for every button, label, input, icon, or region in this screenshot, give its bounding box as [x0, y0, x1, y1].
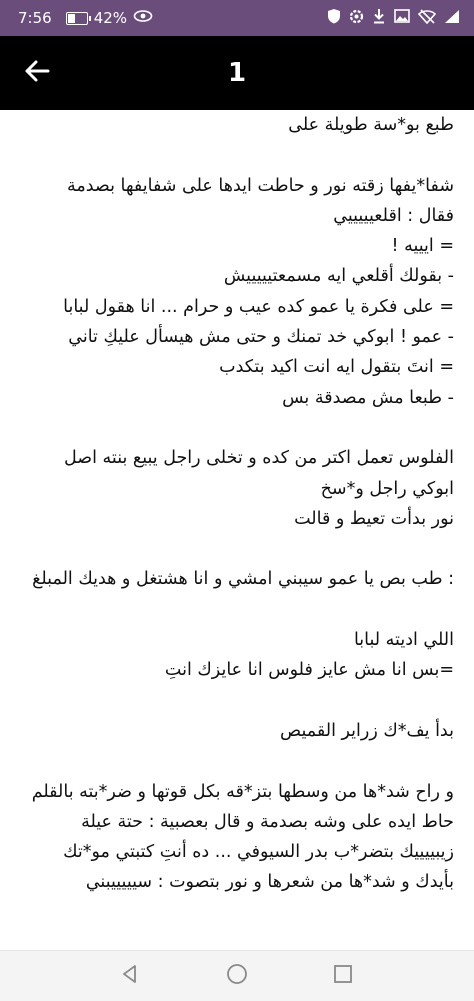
story-line: فقال : اقلعيييييي — [333, 205, 454, 226]
story-line: طبع بو*سة طويلة على — [288, 115, 454, 135]
image-icon — [394, 9, 410, 27]
settings-icon — [349, 9, 364, 28]
blank-line — [16, 686, 458, 716]
download-icon — [372, 8, 386, 28]
nav-recents-button[interactable] — [313, 951, 373, 1001]
story-line: اللي اديته لبابا — [353, 630, 454, 651]
wifi-off-icon — [418, 9, 436, 28]
eye-icon — [133, 9, 153, 27]
story-line: بدأ يف*ك زراير القميص — [280, 720, 454, 741]
recents-square-icon — [333, 964, 353, 988]
story-line: ابوكي راجل و*سخ — [320, 478, 454, 499]
home-circle-icon — [226, 963, 248, 989]
battery-fill — [68, 14, 75, 23]
story-line: = على فكرة يا عمو كده عيب و حرام ... انا هقول لبابا — [63, 296, 454, 317]
navigation-bar — [0, 950, 474, 1001]
battery-percent: 42% — [93, 9, 128, 27]
arrow-left-icon — [23, 57, 51, 89]
status-right — [327, 0, 460, 36]
signal-icon — [444, 9, 460, 28]
story-text[interactable] — [16, 110, 458, 960]
story-line: - عمو ! ابوكي خد تمنك و حتى مش هيسأل عليكِ تاني — [68, 327, 454, 348]
story-line: - طبعا مش مصدقة بس — [282, 387, 454, 408]
story-line: =بس انا مش عايز فلوس انا عايزك انتِ — [164, 660, 454, 681]
story-line: حاط ايده على وشه بصدمة و قال بعصبية : حتة عيلة — [81, 811, 454, 832]
back-triangle-icon — [120, 964, 140, 988]
blank-line — [16, 595, 458, 625]
story-line: نور بدأت تعيط و قالت — [294, 508, 454, 529]
status-left — [18, 0, 153, 36]
story-line: بأيدك و شد*ها من شعرها و نور بتصوت : سيييييبني — [85, 872, 454, 893]
story-line: زيبييييك بتضر*ب بدر السيوفي ... ده أنتِ كتبتي مو*تك — [63, 842, 454, 863]
app-bar — [0, 36, 474, 110]
shield-icon — [327, 8, 341, 28]
page-title: 1 — [227, 58, 247, 88]
nav-home-button[interactable] — [207, 951, 267, 1001]
story-line: شفا*يفها زقته نور و حاطت ايدها على شفايفها بصدمة — [66, 175, 454, 196]
story-line: = ايييه ! — [391, 236, 454, 257]
blank-line — [16, 140, 458, 170]
story-line: : طب بص يا عمو سيبني امشي و انا هشتغل و هديك المبلغ — [32, 569, 454, 590]
blank-line — [16, 534, 458, 564]
story-line: و راح شد*ها من وسطها بتز*قه بكل قوتها و ضر*بته بالقلم — [31, 781, 454, 802]
status-time: 7:56 — [18, 9, 52, 27]
nav-back-button[interactable] — [100, 951, 160, 1001]
blank-line — [16, 413, 458, 443]
battery-icon — [66, 12, 88, 25]
story-line: الفلوس تعمل اكتر من كده و تخلى راجل يبيع بنته اصل — [64, 448, 454, 469]
story-line: = انتَ بتقول ايه انت اكيد بتكدب — [219, 357, 454, 378]
story-line: - بقولك أقلعي ايه مسمعتيييييش — [223, 266, 454, 287]
back-button[interactable] — [20, 56, 54, 90]
status-bar — [0, 0, 474, 36]
blank-line — [16, 746, 458, 776]
